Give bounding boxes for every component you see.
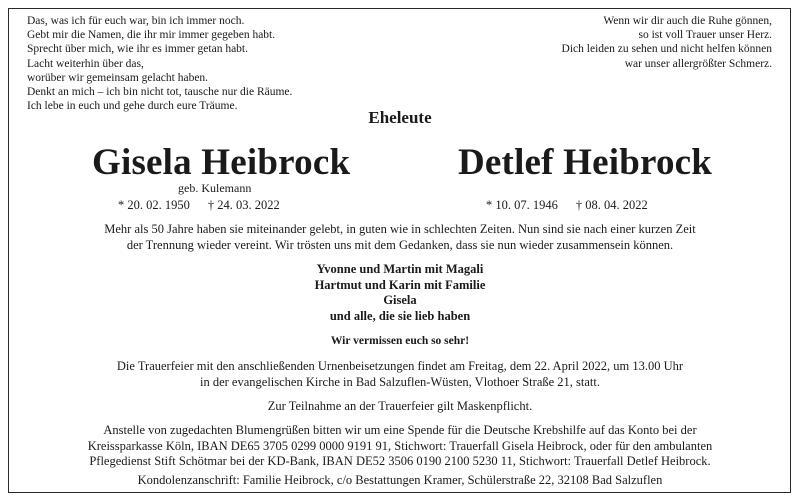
donation-line: Pflegedienst Stift Schötmar bei der KD-Bank, IBAN DE52 3506 0190 2100 5230 11, Stichwort: Trauerfall Detlef Heibrock. xyxy=(89,454,711,468)
poem-line: Ich lebe in euch und gehe durch eure Träume. xyxy=(27,100,238,113)
death-date: † 08. 04. 2022 xyxy=(575,198,648,212)
donation-info xyxy=(0,423,800,470)
maiden-name: geb. Kulemann xyxy=(178,181,252,195)
poem-left xyxy=(27,14,292,113)
name-gisela: Gisela Heibrock xyxy=(92,142,351,183)
funeral-line: in der evangelischen Kirche in Bad Salzuflen-Wüsten, Vlothoer Straße 21, statt. xyxy=(200,374,600,389)
mask-notice: Zur Teilnahme an der Trauerfeier gilt Maskenpflicht. xyxy=(267,399,533,413)
intro-line: der Trennung wieder vereint. Wir trösten uns mit dem Gedanken, dass sie nun wieder zusammensein können. xyxy=(126,237,674,252)
miss-line: Wir vermissen euch so sehr! xyxy=(330,335,470,347)
family-line: Gisela xyxy=(383,293,417,307)
donation-line: Anstelle von zugedachten Blumengrüßen bitten wir um eine Spende für die Deutsche Krebshilfe auf das Konto bei der xyxy=(103,423,697,437)
poem-line: war unser allergrößter Schmerz. xyxy=(624,57,772,70)
name-detlef: Detlef Heibrock xyxy=(458,142,713,183)
poem-line: so ist voll Trauer unser Herz. xyxy=(638,29,772,42)
heading-eheleute: Eheleute xyxy=(368,108,432,127)
birth-date: * 10. 07. 1946 xyxy=(486,198,558,212)
intro-line: Mehr als 50 Jahre haben sie miteinander gelebt, in guten wie in schlechten Zeiten. Nun sind sie nach einer kurzen Zeit xyxy=(104,222,696,236)
poem-line: worüber wir gemeinsam gelacht haben. xyxy=(27,71,209,84)
family-line: Hartmut und Karin mit Familie xyxy=(314,277,486,292)
family-signatures xyxy=(0,262,800,324)
poem-line: Lacht weiterhin über das, xyxy=(27,57,144,70)
poem-line: Wenn wir dir auch die Ruhe gönnen, xyxy=(603,15,772,27)
family-line: und alle, die sie lieb haben xyxy=(329,308,471,323)
donation-line: Kreissparkasse Köln, IBAN DE65 3705 0299 0000 9191 91, Stichwort: Trauerfall Gisela Heibrock, oder für den ambulanten xyxy=(87,438,713,453)
condolence-address: Kondolenzanschrift: Familie Heibrock, c/o Bestattungen Kramer, Schülerstraße 22, 32108 Bad Salzuflen xyxy=(137,473,663,487)
poem-line: Gebt mir die Namen, die ihr mir immer gegeben habt. xyxy=(27,29,276,42)
dates-gisela xyxy=(118,198,280,213)
funeral-info xyxy=(0,359,800,390)
poem-line: Dich leiden zu sehen und nicht helfen können xyxy=(561,43,772,56)
poem-line: Sprecht über mich, wie ihr es immer getan habt. xyxy=(27,43,248,56)
funeral-line: Die Trauerfeier mit den anschließenden Urnenbeisetzungen findet am Freitag, dem 22. April 2022, um 13.00 Uhr xyxy=(116,359,684,373)
poem-line: Das, was ich für euch war, bin ich immer noch. xyxy=(27,15,245,27)
poem-right xyxy=(562,14,772,71)
family-line: Yvonne und Martin mit Magali xyxy=(316,262,484,276)
poem-line: Denkt an mich – ich bin nicht tot, tausche nur die Räume. xyxy=(27,86,293,99)
intro-text xyxy=(0,222,800,253)
death-date: † 24. 03. 2022 xyxy=(207,198,280,212)
birth-date: * 20. 02. 1950 xyxy=(118,198,190,212)
dates-detlef xyxy=(486,198,648,213)
